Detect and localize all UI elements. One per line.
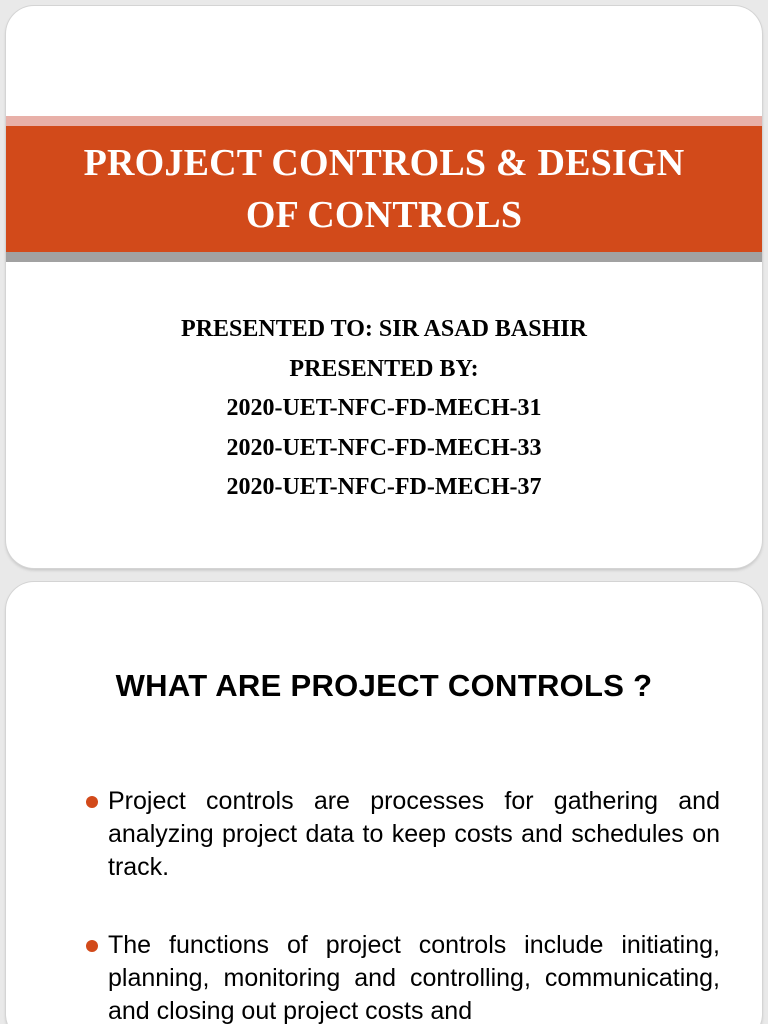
- student-id: 2020-UET-NFC-FD-MECH-37: [226, 474, 542, 500]
- title-band-highlight: [6, 116, 762, 126]
- student-id: 2020-UET-NFC-FD-MECH-33: [226, 434, 542, 461]
- presenters-block: [6, 310, 762, 508]
- slide-1: [6, 6, 762, 568]
- presented-by: PRESENTED BY:: [289, 355, 479, 382]
- presented-to: PRESENTED TO: SIR ASAD BASHIR: [181, 316, 587, 342]
- bullet-item: [84, 929, 720, 1024]
- slide-title-line-2: OF CONTROLS: [245, 194, 523, 236]
- student-id: 2020-UET-NFC-FD-MECH-31: [226, 395, 542, 421]
- slide-2: [6, 582, 762, 1024]
- bullet-list: [84, 785, 720, 1024]
- bullet-dot-icon: [86, 796, 98, 808]
- title-band-main: [6, 126, 762, 252]
- bullet-text: The functions of project controls include initiating, planning, monitoring and controlling, communicating, and closing out project costs and: [108, 931, 720, 1024]
- slide-title: [34, 137, 734, 241]
- title-band-shadow: [6, 252, 762, 262]
- slide-title-line-1: PROJECT CONTROLS & DESIGN: [83, 142, 685, 184]
- bullet-item: [84, 785, 720, 884]
- slide-heading: WHAT ARE PROJECT CONTROLS ?: [115, 668, 653, 703]
- bullet-text: Project controls are processes for gathering and analyzing project data to keep costs and schedules on track.: [108, 787, 720, 881]
- title-band: [6, 116, 762, 268]
- bullet-dot-icon: [86, 940, 98, 952]
